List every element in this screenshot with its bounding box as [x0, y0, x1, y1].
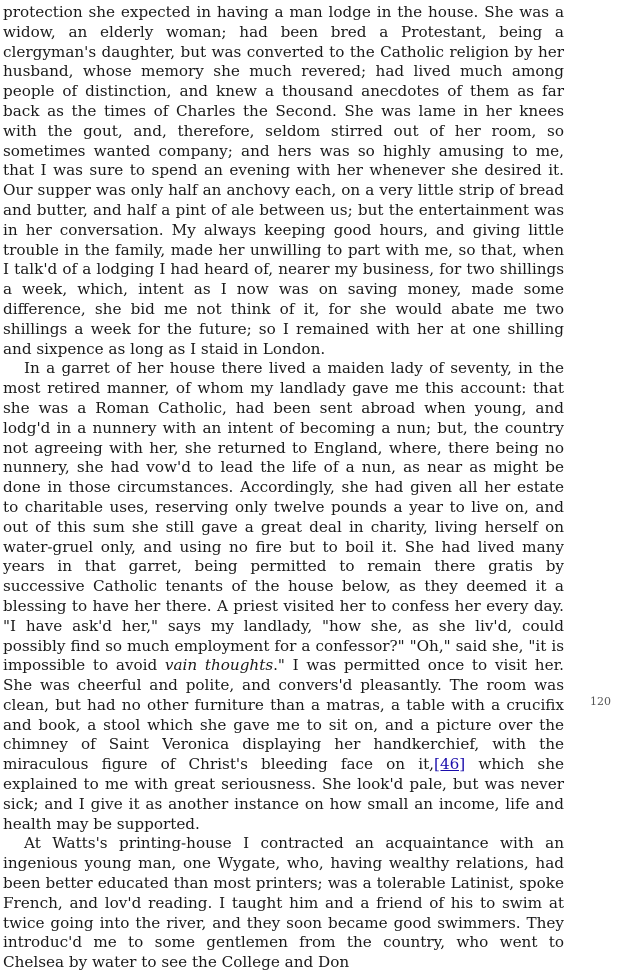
page-body: [3, 3, 564, 973]
paragraph-text: ." I was permitted once to visit her. She was cheerful and polite, and convers'd pleasantly. The room was clean, but had no other furniture than a matras, a table with a crucifix and book, a stool which she gave me to sit on, and a picture over the chimney of Saint Veronica displaying her handkerchief, with the miraculous figure of Christ's bleeding face on it,: [3, 656, 564, 774]
paragraph-text: In a garret of her house there lived a maiden lady of seventy, in the most retired manner, of whom my landlady gave me this account: that she was a Roman Catholic, had been sent abroad when young, and lodg'd in a nunnery with an intent of becoming a nun; but, the country not agreeing with her, she returned to England, where, there being no nunnery, she had vow'd to lead the life of a nun, as near as might be done in those circumstances. Accordingly, she had given all her estate to charitable uses, reserving only twelve pounds a year to live on, and out of this sum she still gave a great deal in charity, living herself on water-gruel only, and using no fire but to boil it. She had lived many years in that garret, being permitted to remain there gratis by successive Catholic tenants of the house below, as they deemed it a blessing to have her there. A priest visited her to confess her every day. "I have ask'd her," says my landlady, "how she, as she liv'd, could possibly find so much employment for a confessor?" "Oh," said she, "it is impossible to avoid: [3, 359, 564, 675]
emphasis-text: vain thoughts: [164, 656, 274, 675]
paragraph: protection she expected in having a man lodge in the house. She was a widow, an elderly woman; had been bred a Protestant, being a clergyman's daughter, but was converted to the Catholic religion by her husband, whose memory she much revered; had lived much among people of distinction, and knew a thousand anecdotes of them as far back as the times of Charles the Second. She was lame in her knees with the gout, and, therefore, seldom stirred out of her room, so sometimes wanted company; and hers was so highly amusing to me, that I was sure to spend an evening with her whenever she desired it. Our supper was only half an anchovy each, on a very little strip of bread and butter, and half a pint of ale between us; but the entertainment was in her conversation. My always keeping good hours, and giving little trouble in the family, made her unwilling to part with me, so that, when I talk'd of a lodging I had heard of, nearer my business, for two shillings a week, which, intent as I now was on saving money, made some difference, she bid me not think of it, for she would abate me two shillings a week for the future; so I remained with her at one shilling and sixpence as long as I staid in London.: [3, 3, 564, 358]
paragraph: At Watts's printing-house I contracted an acquaintance with an ingenious young man, one Wygate, who, having wealthy relations, had been better educated than most printers; was a tolerable Latinist, spoke French, and lov'd reading. I taught him and a friend of his to swim at twice going into the river, and they soon became good swimmers. They introduc'd me to some gentlemen from the country, who went to Chelsea by water to see the College and Don: [3, 834, 564, 972]
paragraph-text: which she explained to me with great seriousness. She look'd pale, but was never sick; and I give it as another instance on how small an income, life and health may be supported.: [3, 755, 564, 833]
footnote-link[interactable]: [46]: [434, 755, 466, 774]
page-number: 120: [590, 695, 611, 708]
paragraph: [3, 359, 564, 834]
